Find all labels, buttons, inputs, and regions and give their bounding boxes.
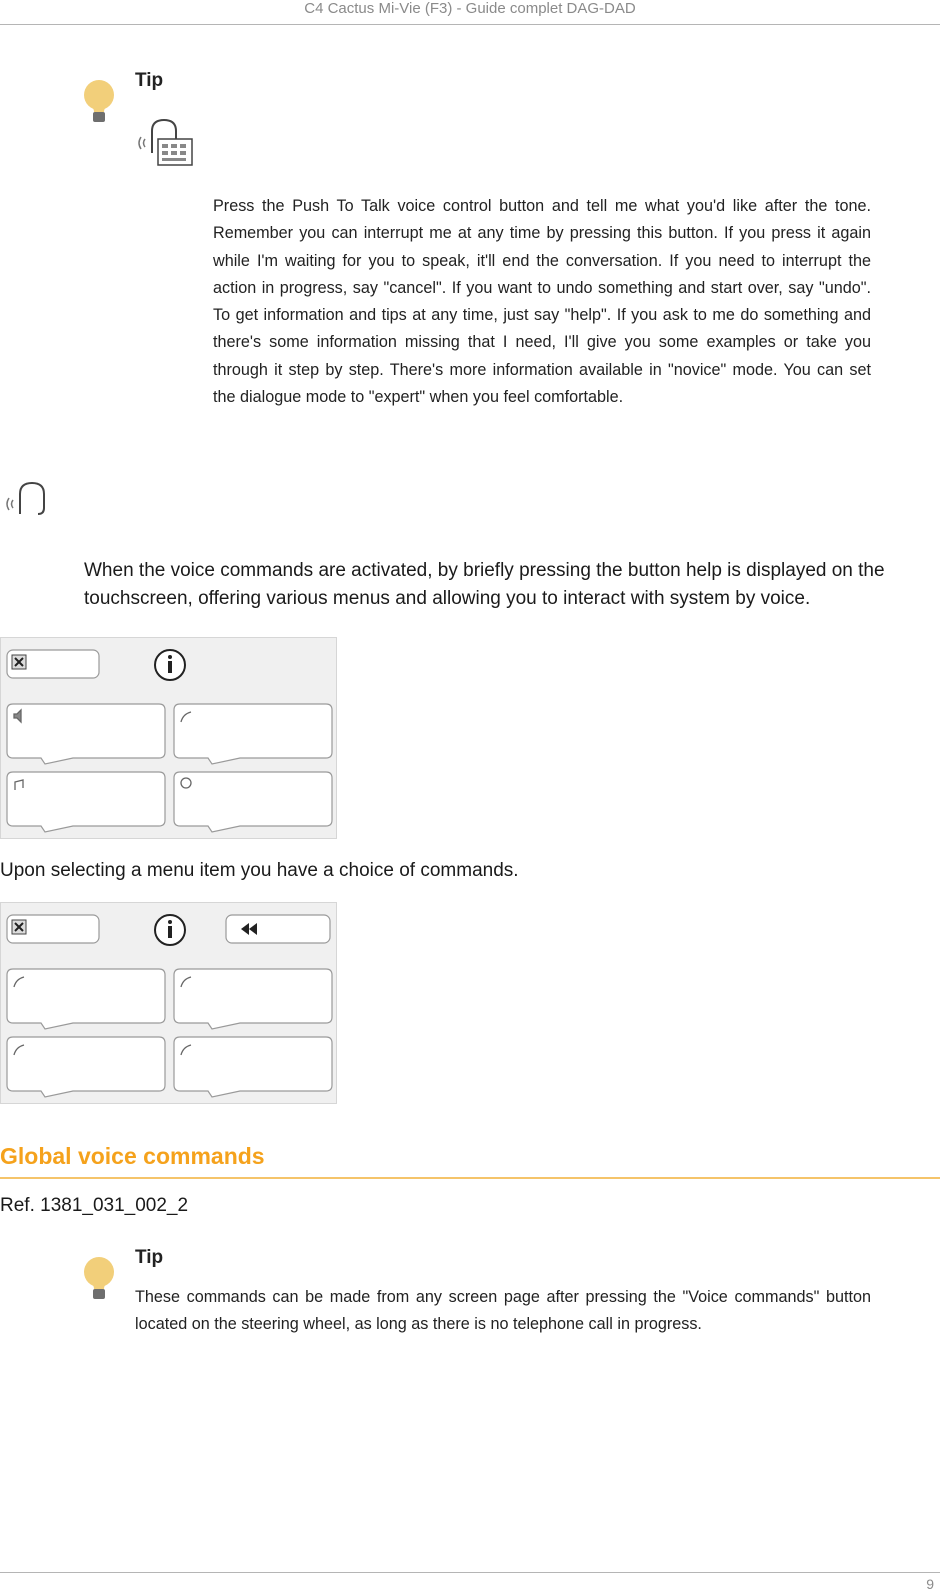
info-icon[interactable] [155, 650, 185, 680]
tip-title: Tip [135, 70, 164, 91]
command-tile[interactable] [174, 1037, 332, 1097]
tip-text: These commands can be made from any screen page after pressing the "Voice commands" button located on the steering wheel, as long as there is no telephone call in progress. [135, 1288, 871, 1334]
lightbulb-icon [82, 1255, 116, 1303]
tip-text: Press the Push To Talk voice control button and tell me what you'd like after the tone. Remember you can interrupt me at any time by pressing this button. If you press it again while I'm waiting for you to speak, it'll end the conversation. If you need to interrupt the action in progress, say "cancel". If you want to undo something and start over, say "undo". To get information and tips at any time, just say "help". If you ask to me do something and there's some information missing that I need, I'll give you some examples or take you through it step by step. There's more information available in "novice" mode. You can set the dialogue mode to "expert" when you feel comfortable. [213, 197, 871, 407]
reference-code: Ref. 1381_031_002_2 [0, 1195, 189, 1216]
lightbulb-icon [82, 78, 116, 126]
voice-command-icon [4, 480, 54, 531]
command-tile[interactable] [7, 969, 165, 1029]
menu-tile-audio[interactable] [7, 704, 165, 764]
tip-title: Tip [135, 1247, 164, 1268]
push-to-talk-keyboard-icon [136, 117, 196, 174]
document-title: C4 Cactus Mi-Vie (F3) - Guide complet DAG-DAD [304, 0, 636, 17]
page-header [0, 0, 940, 25]
close-icon [12, 655, 26, 669]
info-icon[interactable] [155, 915, 185, 945]
command-tile[interactable] [7, 1037, 165, 1097]
menu-caption: Upon selecting a menu item you have a choice of commands. [0, 860, 519, 881]
voice-help-screen [0, 637, 337, 839]
footer-divider [0, 1572, 940, 1573]
command-tile[interactable] [174, 969, 332, 1029]
section-heading: Global voice commands [0, 1143, 265, 1169]
menu-tile-media[interactable] [7, 772, 165, 832]
page-number: 9 [926, 1576, 934, 1592]
voice-commands-screen [0, 902, 337, 1104]
menu-tile-navigation[interactable] [174, 772, 332, 832]
voice-intro-text: When the voice commands are activated, by briefly pressing the button help is displayed on the touchscreen, offering various menus and allowing you to interact with system by voice. [84, 560, 885, 609]
menu-tile-phone[interactable] [174, 704, 332, 764]
close-icon [12, 920, 26, 934]
section-divider [0, 1177, 940, 1179]
